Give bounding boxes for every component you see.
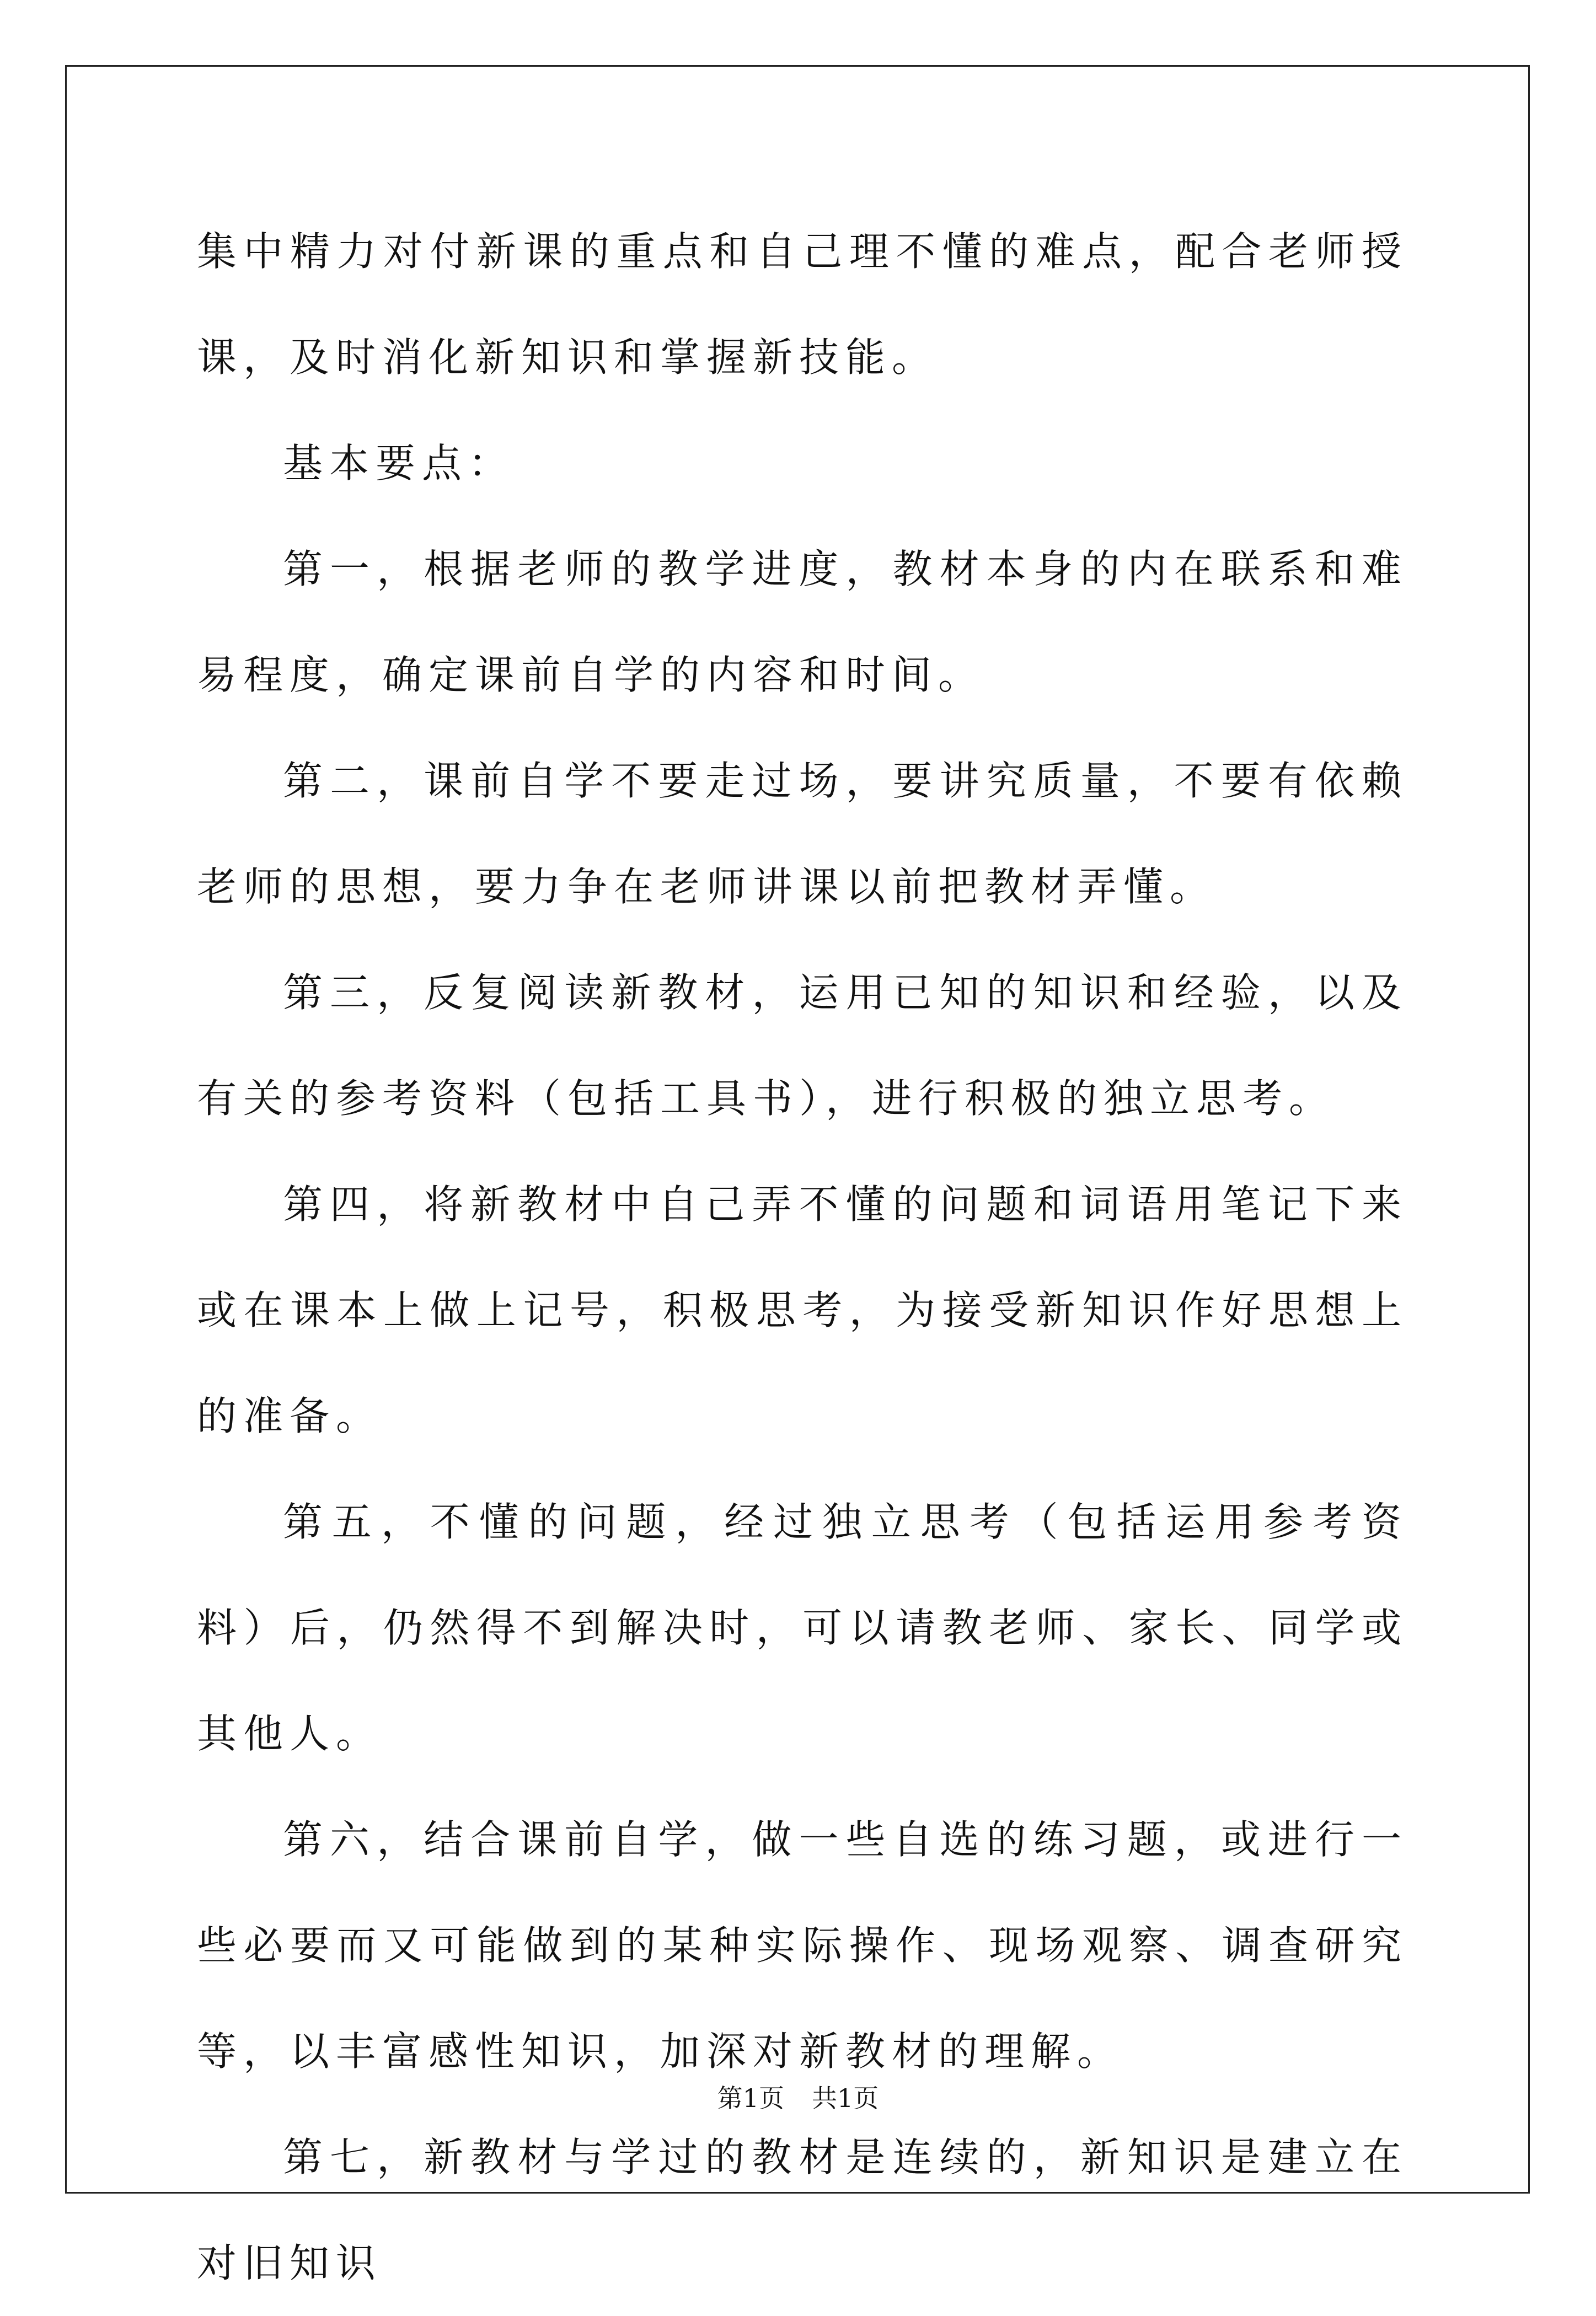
paragraph-9: 第七，新教材与学过的教材是连续的，新知识是建立在对旧知识 xyxy=(197,2134,1408,2286)
page-footer xyxy=(0,2082,1596,2115)
paragraph-5: 第三，反复阅读新教材，运用已知的知识和经验，以及有关的参考资料（包括工具书），进行积极的独立思考。 xyxy=(197,969,1408,1122)
paragraph-7: 第五，不懂的问题，经过独立思考（包括运用参考资料）后，仍然得不到解决时，可以请教老师、家长、同学或其他人。 xyxy=(197,1499,1408,1757)
paragraph-1: 集中精力对付新课的重点和自己理不懂的难点，配合老师授课，及时消化新知识和掌握新技能。 xyxy=(197,228,1408,380)
page-total: 共1页 xyxy=(812,2083,879,2113)
paragraph-3: 第一，根据老师的教学进度，教材本身的内在联系和难易程度，确定课前自学的内容和时间。 xyxy=(197,546,1408,698)
paragraph-6: 第四，将新教材中自己弄不懂的问题和词语用笔记下来或在课本上做上记号，积极思考，为接受新知识作好思想上的准备。 xyxy=(197,1181,1408,1439)
paragraph-8: 第六，结合课前自学，做一些自选的练习题，或进行一些必要而又可能做到的某种实际操作、现场观察、调查研究等，以丰富感性知识，加深对新教材的理解。 xyxy=(197,1816,1408,2074)
paragraph-2: 基本要点： xyxy=(283,440,515,486)
page-number: 第1页 xyxy=(717,2083,784,2113)
document-body xyxy=(197,199,1408,2316)
paragraph-4: 第二，课前自学不要走过场，要讲究质量，不要有依赖老师的思想，要力争在老师讲课以前把教材弄懂。 xyxy=(197,758,1408,910)
